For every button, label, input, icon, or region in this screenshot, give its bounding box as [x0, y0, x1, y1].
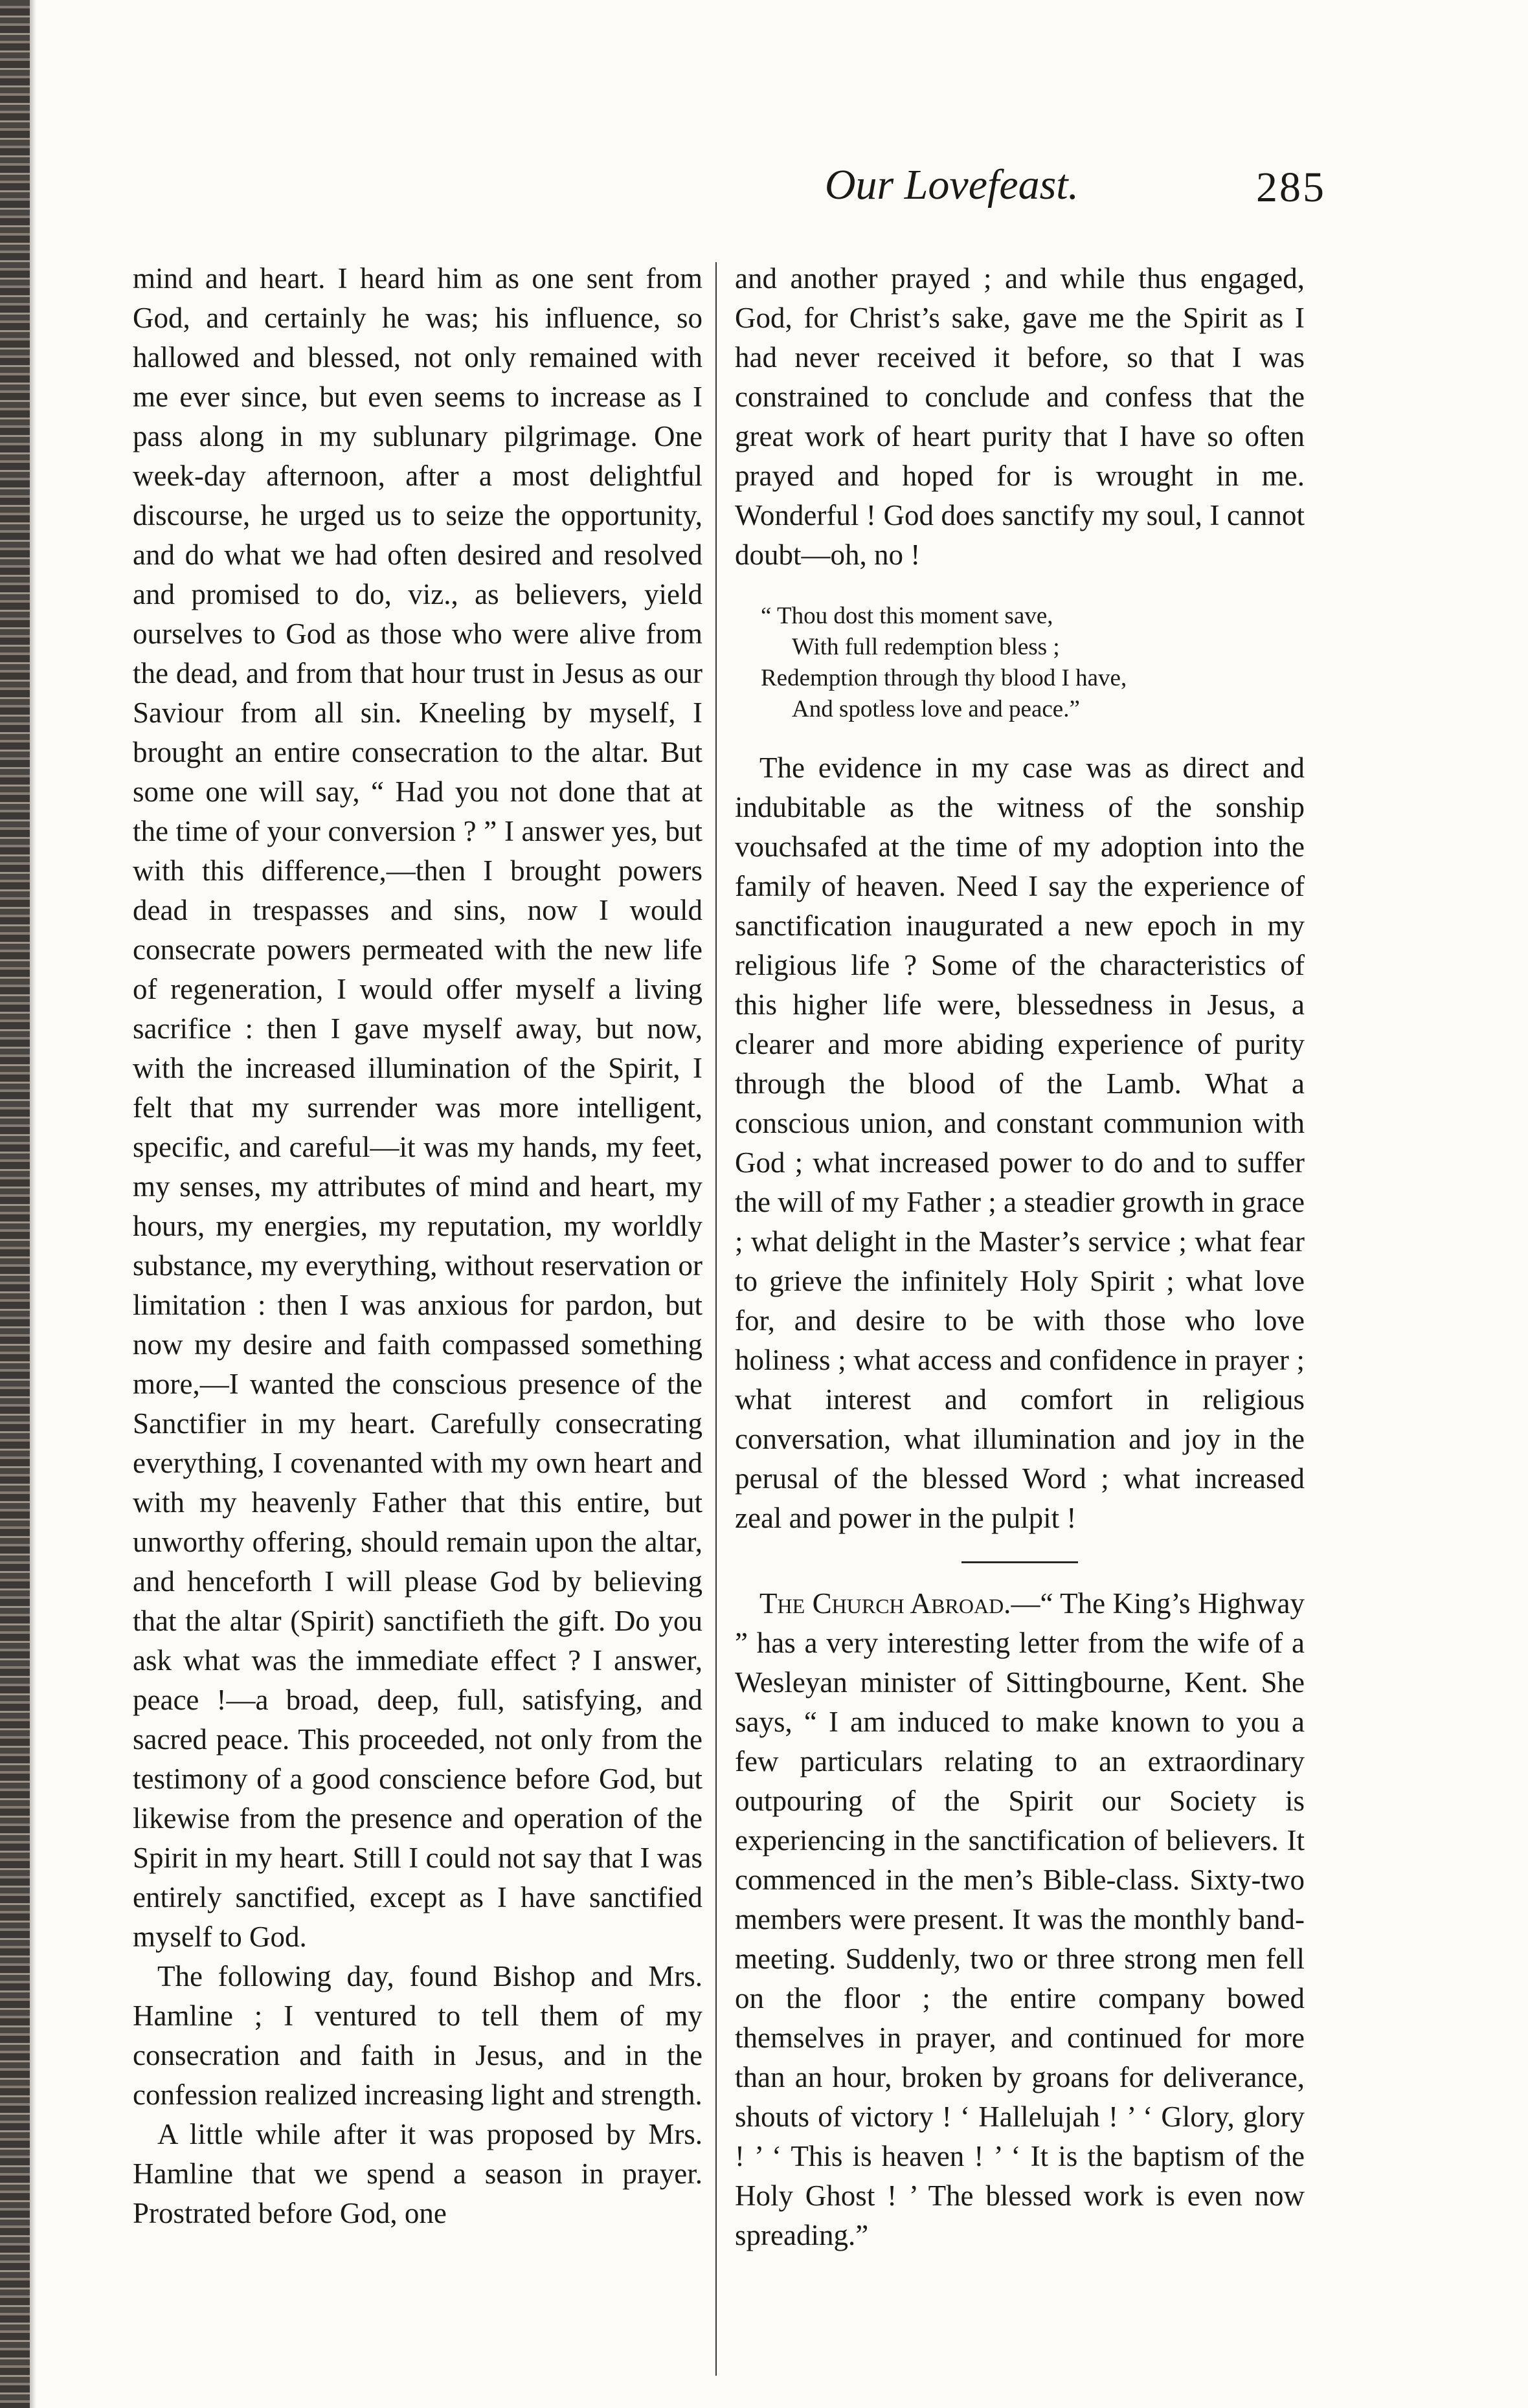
church-abroad-paragraph: [735, 1584, 1305, 2255]
column-divider: [715, 262, 717, 2376]
section-heading: The Church Abroad.: [759, 1587, 1011, 1620]
right-column: [735, 259, 1305, 2255]
left-column: [133, 259, 702, 2233]
hymn-line-3: Redemption through thy blood I have,: [761, 665, 1127, 691]
page-number: 285: [1256, 164, 1326, 211]
page-binding-edge: [0, 0, 30, 2408]
hymn-line-4: And spotless love and peace.”: [792, 696, 1080, 722]
church-abroad-text: —“ The King’s Highway ” has a very interesting letter from the wife of a Wesleyan minister of Sittingbourne, Kent. She says, “ I am induced to make known to you a few particulars relating to an extraordinary outpouring of the Spirit our Society is experiencing in the sanctification of believers. It commenced in the men’s Bible-class. Sixty-two members were present. It was the monthly band-meeting. Suddenly, two or three strong men fell on the floor ; the entire company bowed themselves in prayer, and continued for more than an hour, broken by groans for deliverance, shouts of victory ! ‘ Hallelujah ! ’ ‘ Glory, glory ! ’ ‘ This is heaven ! ’ ‘ It is the baptism of the Holy Ghost ! ’ The blessed work is even now spreading.”: [735, 1587, 1305, 2251]
left-paragraph-1: mind and heart. I heard him as one sent from God, and certainly he was; his influence, so hallowed and blessed, not only remained with me ever since, but even seems to increase as I pass along in my sublunary pilgrimage. One week-day afternoon, after a most delightful discourse, he urged us to seize the opportunity, and do what we had often desired and resolved and promised to do, viz., as believers, yield ourselves to God as those who were alive from the dead, and from that hour trust in Jesus as our Saviour from all sin. Kneeling by myself, I brought an entire consecration to the altar. But some one will say, “ Had you not done that at the time of your conversion ? ” I answer yes, but with this difference,—then I brought powers dead in trespasses and sins, now I would consecrate powers permeated with the new life of regeneration, I would offer myself a living sacrifice : then I gave myself away, but now, with the increased illumination of the Spirit, I felt that my surrender was more intelligent, specific, and careful—it was my hands, my feet, my senses, my attributes of mind and heart, my hours, my energies, my reputation, my worldly substance, my everything, without reservation or limitation : then I was anxious for pardon, but now my desire and faith compassed something more,—I wanted the conscious presence of the Sanctifier in my heart. Carefully consecrating everything, I covenanted with my own heart and with my heavenly Father that this entire, but unworthy offering, should remain upon the altar, and henceforth I will please God by believing that the altar (Spirit) sanctifieth the gift. Do you ask what was the immediate effect ? I answer, peace !—a broad, deep, full, satisfying, and sacred peace. This proceeded, not only from the testimony of a good conscience before God, but likewise from the presence and operation of the Spirit in my heart. Still I could not say that I was entirely sanctified, except as I have sanctified myself to God.: [133, 262, 702, 1953]
hymn-quote: [761, 601, 1305, 725]
right-paragraph-1: and another prayed ; and while thus engaged, God, for Christ’s sake, gave me the Spirit as I had never received it before, so that I was constrained to conclude and confess that the great work of heart purity that I have so often prayed and hoped for is wrought in me. Wonderful ! God does sanctify my soul, I cannot doubt—oh, no !: [735, 262, 1305, 571]
hymn-line-2: With full redemption bless ;: [792, 634, 1060, 660]
section-separator: [961, 1561, 1078, 1563]
left-paragraph-3: A little while after it was proposed by Mrs. Hamline that we spend a season in prayer. Prostrated before God, one: [133, 2118, 702, 2229]
right-paragraph-2: The evidence in my case was as direct and indubitable as the witness of the sonship vouchsafed at the time of my adoption into the family of heaven. Need I say the experience of sanctification inaugurated a new epoch in my religious life ? Some of the characteristics of this higher life were, blessedness in Jesus, a clearer and more abiding experience of purity through the blood of the Lamb. What a conscious union, and constant communion with God ; what increased power to do and to suffer the will of my Father ; a steadier growth in grace ; what delight in the Master’s service ; what fear to grieve the infinitely Holy Spirit ; what love for, and desire to be with those who love holiness ; what access and confidence in prayer ; what interest and comfort in religious conversation, what illumination and joy in the perusal of the blessed Word ; what increased zeal and power in the pulpit !: [735, 752, 1305, 1534]
left-paragraph-2: The following day, found Bishop and Mrs. Hamline ; I ventured to tell them of my consecration and faith in Jesus, and in the confession realized increasing light and strength.: [133, 1960, 702, 2111]
hymn-line-1: “ Thou dost this moment save,: [761, 603, 1053, 629]
running-title: Our Lovefeast.: [824, 161, 1079, 208]
